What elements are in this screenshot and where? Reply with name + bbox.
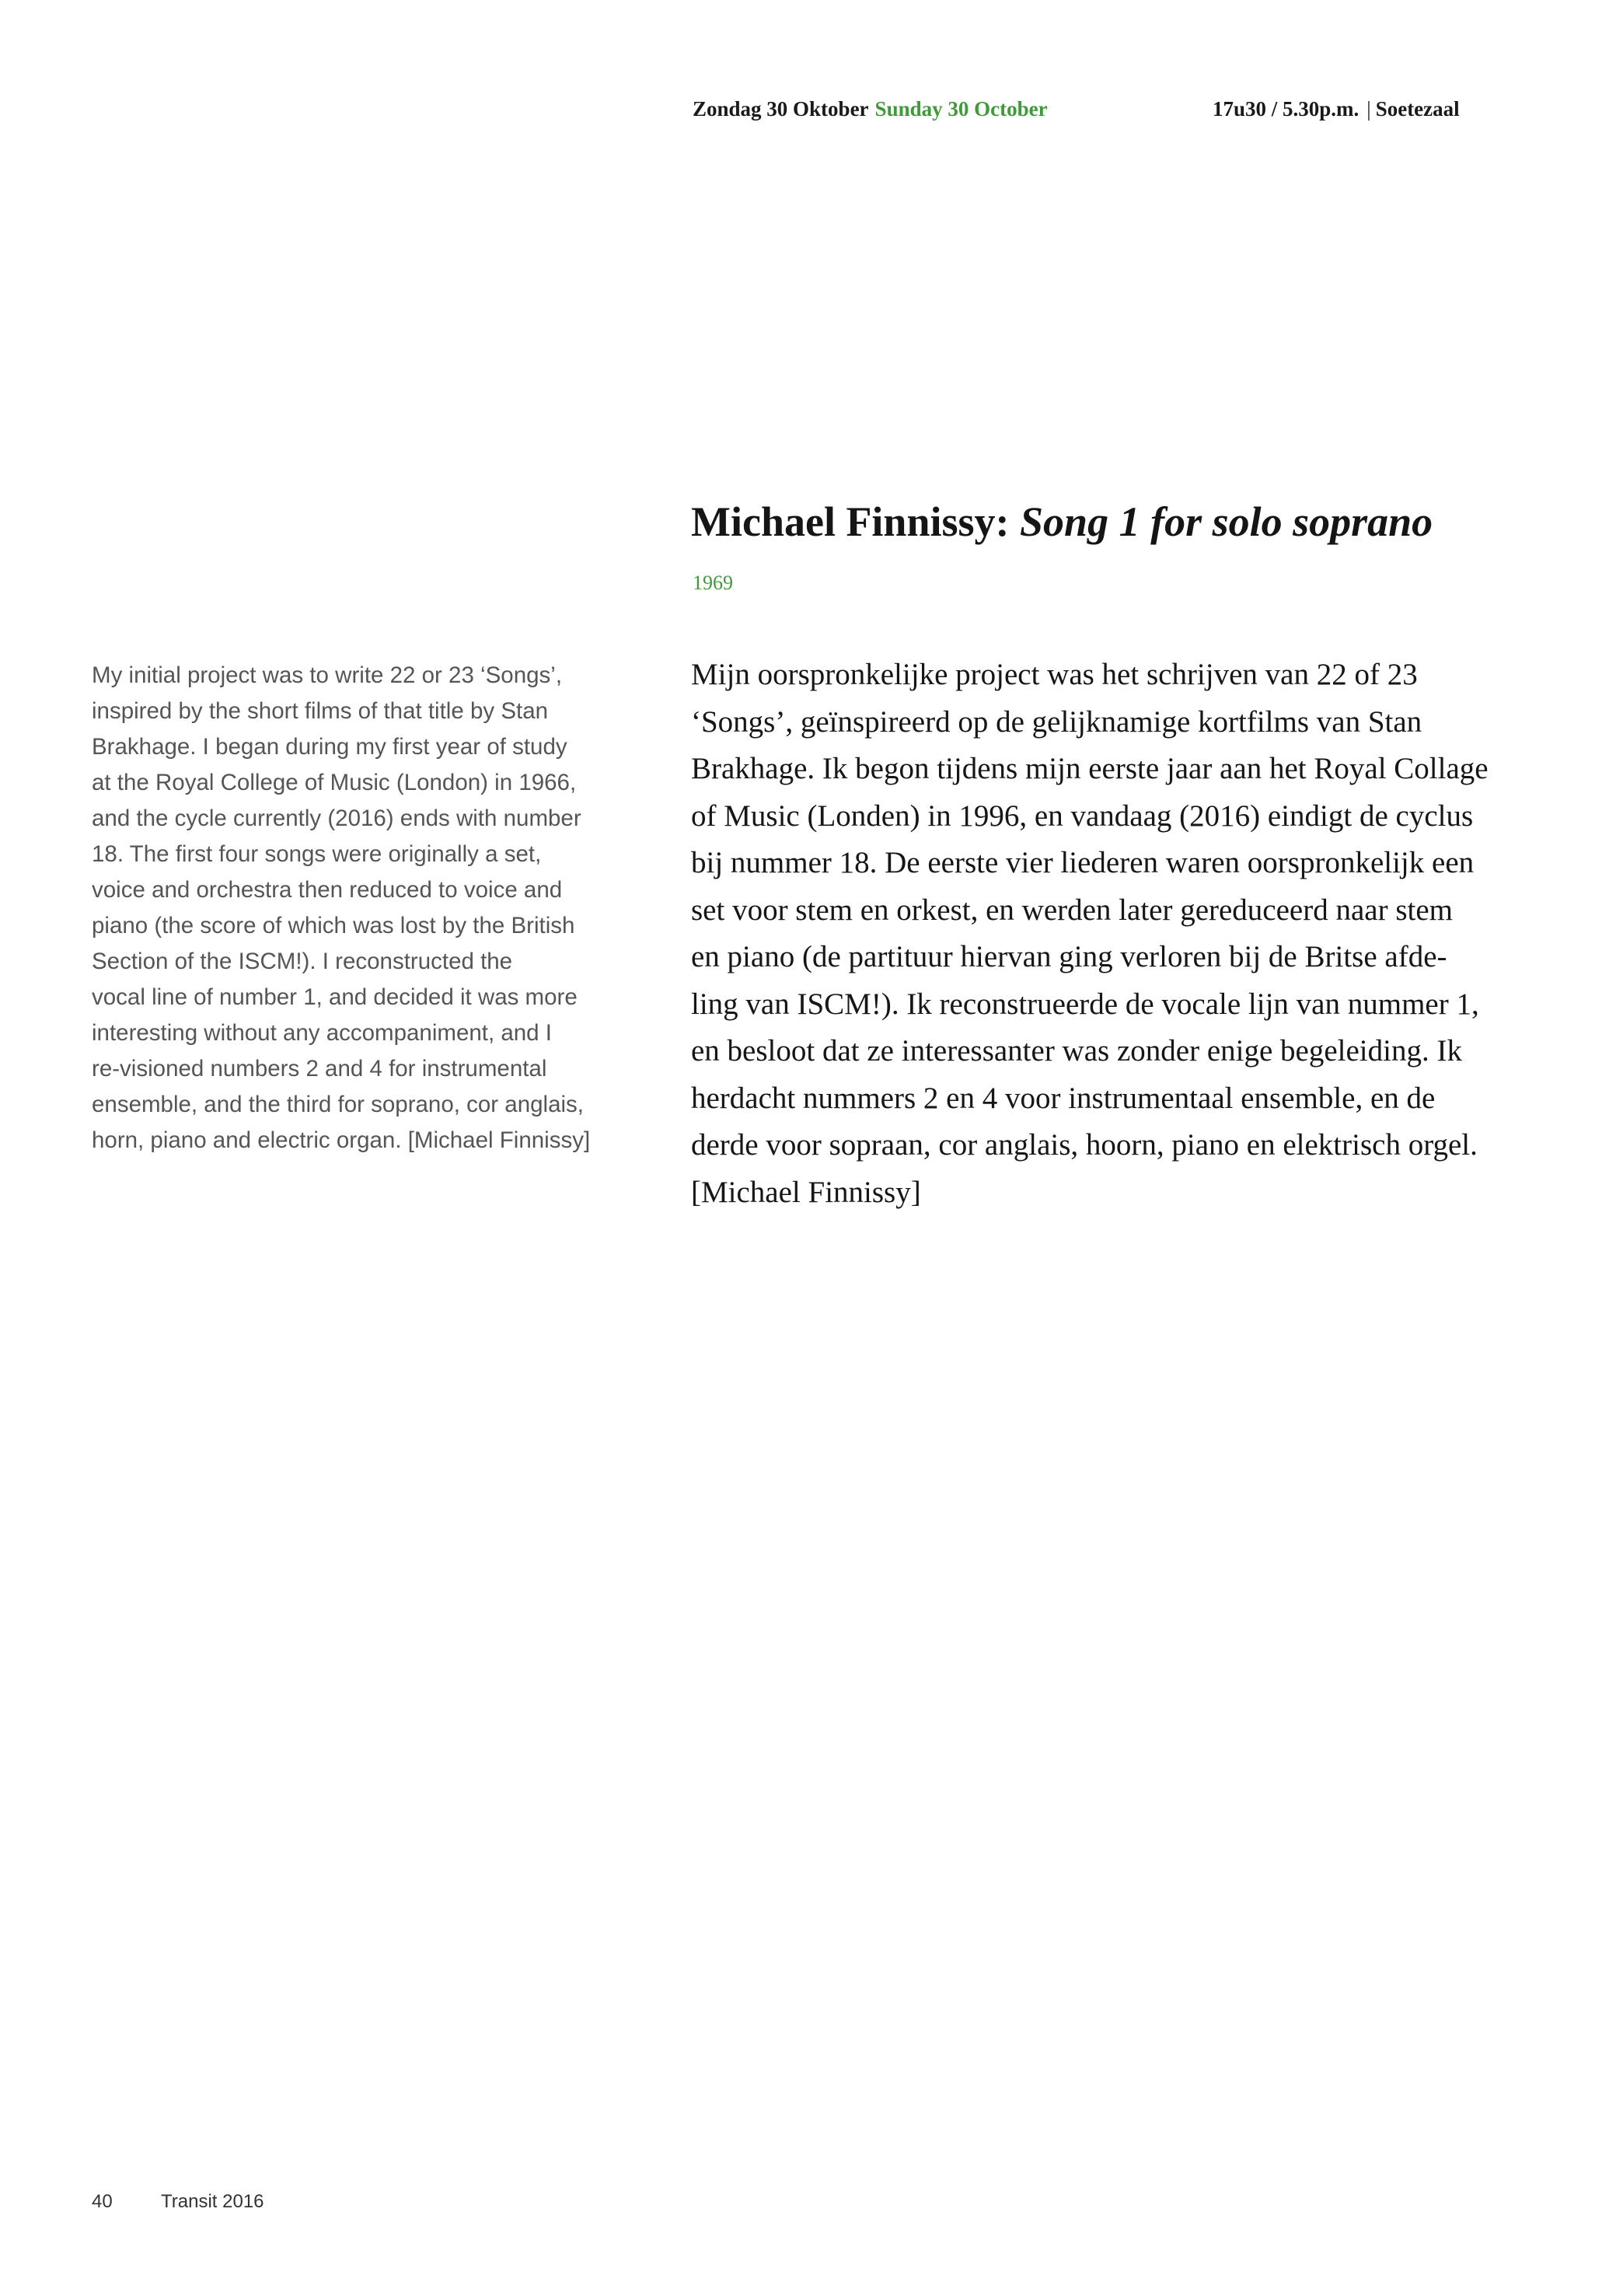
english-line: piano (the score of which was lost by the British — [92, 913, 575, 938]
dutch-line: en besloot dat ze interessanter was zonder enige begeleiding. Ik — [691, 1034, 1462, 1068]
english-line: ensemble, and the third for soprano, cor anglais, — [92, 1092, 584, 1117]
header-separator: | — [1366, 97, 1371, 121]
english-line: My initial project was to write 22 or 23 ‘Songs’, — [92, 662, 563, 688]
dutch-line: [Michael Finnissy] — [691, 1175, 921, 1209]
english-line: interesting without any accompaniment, and I — [92, 1020, 552, 1046]
english-line: inspired by the short films of that title by Stan — [92, 698, 549, 724]
dutch-line: herdacht nummers 2 en 4 voor instrumentaal ensemble, en de — [691, 1081, 1436, 1115]
english-line: 18. The first four songs were originally a set, — [92, 841, 542, 867]
dutch-line: Mijn oorspronkelijke project was het schrijven van 22 of 23 — [691, 658, 1418, 691]
composer-name: Michael Finnissy: — [691, 498, 1010, 545]
dutch-text — [691, 652, 1499, 1216]
header-time: 17u30 / 5.30p.m. — [1213, 97, 1359, 121]
dutch-line: Brakhage. Ik begon tijdens mijn eerste jaar aan het Royal Collage — [691, 752, 1489, 785]
header-date — [693, 95, 1048, 123]
dutch-line: en piano (de partituur hiervan ging verloren bij de Britse afde- — [691, 940, 1447, 973]
english-line: and the cycle currently (2016) ends with number — [92, 806, 581, 831]
publication-name: Transit 2016 — [161, 2191, 264, 2212]
english-line: at the Royal College of Music (London) in 1966, — [92, 770, 577, 795]
dutch-line: derde voor sopraan, cor anglais, hoorn, piano en elektrisch orgel. — [691, 1128, 1478, 1162]
dutch-line: bij nummer 18. De eerste vier liederen waren oorspronkelijk een — [691, 846, 1475, 879]
header-venue: Soetezaal — [1375, 97, 1460, 121]
english-line: vocal line of number 1, and decided it was more — [92, 984, 578, 1010]
english-line: horn, piano and electric organ. [Michael Finnissy] — [92, 1127, 591, 1153]
header-date-nl: Zondag 30 Oktober — [693, 97, 869, 121]
dutch-line: ling van ISCM!). Ik reconstrueerde de vocale lijn van nummer 1, — [691, 987, 1479, 1021]
english-line: voice and orchestra then reduced to voice and — [92, 877, 563, 903]
header-time-venue — [1213, 95, 1460, 123]
header-date-en: Sunday 30 October — [874, 97, 1048, 121]
piece-year: 1969 — [693, 571, 733, 594]
english-line: Section of the ISCM!). I reconstructed the — [92, 949, 513, 974]
english-line: Brakhage. I began during my first year of study — [92, 734, 567, 760]
piece-title — [691, 494, 1433, 549]
work-title: Song 1 for solo soprano — [1020, 498, 1433, 545]
english-line: re-visioned numbers 2 and 4 for instrumental — [92, 1056, 547, 1082]
english-text — [92, 658, 628, 1158]
dutch-line: of Music (Londen) in 1996, en vandaag (2016) eindigt de cyclus — [691, 799, 1474, 833]
page-number: 40 — [92, 2191, 113, 2212]
dutch-line: set voor stem en orkest, en werden later gereduceerd naar stem — [691, 893, 1453, 927]
dutch-line: ‘Songs’, geïnspireerd op de gelijknamige kortfilms van Stan — [691, 704, 1422, 739]
